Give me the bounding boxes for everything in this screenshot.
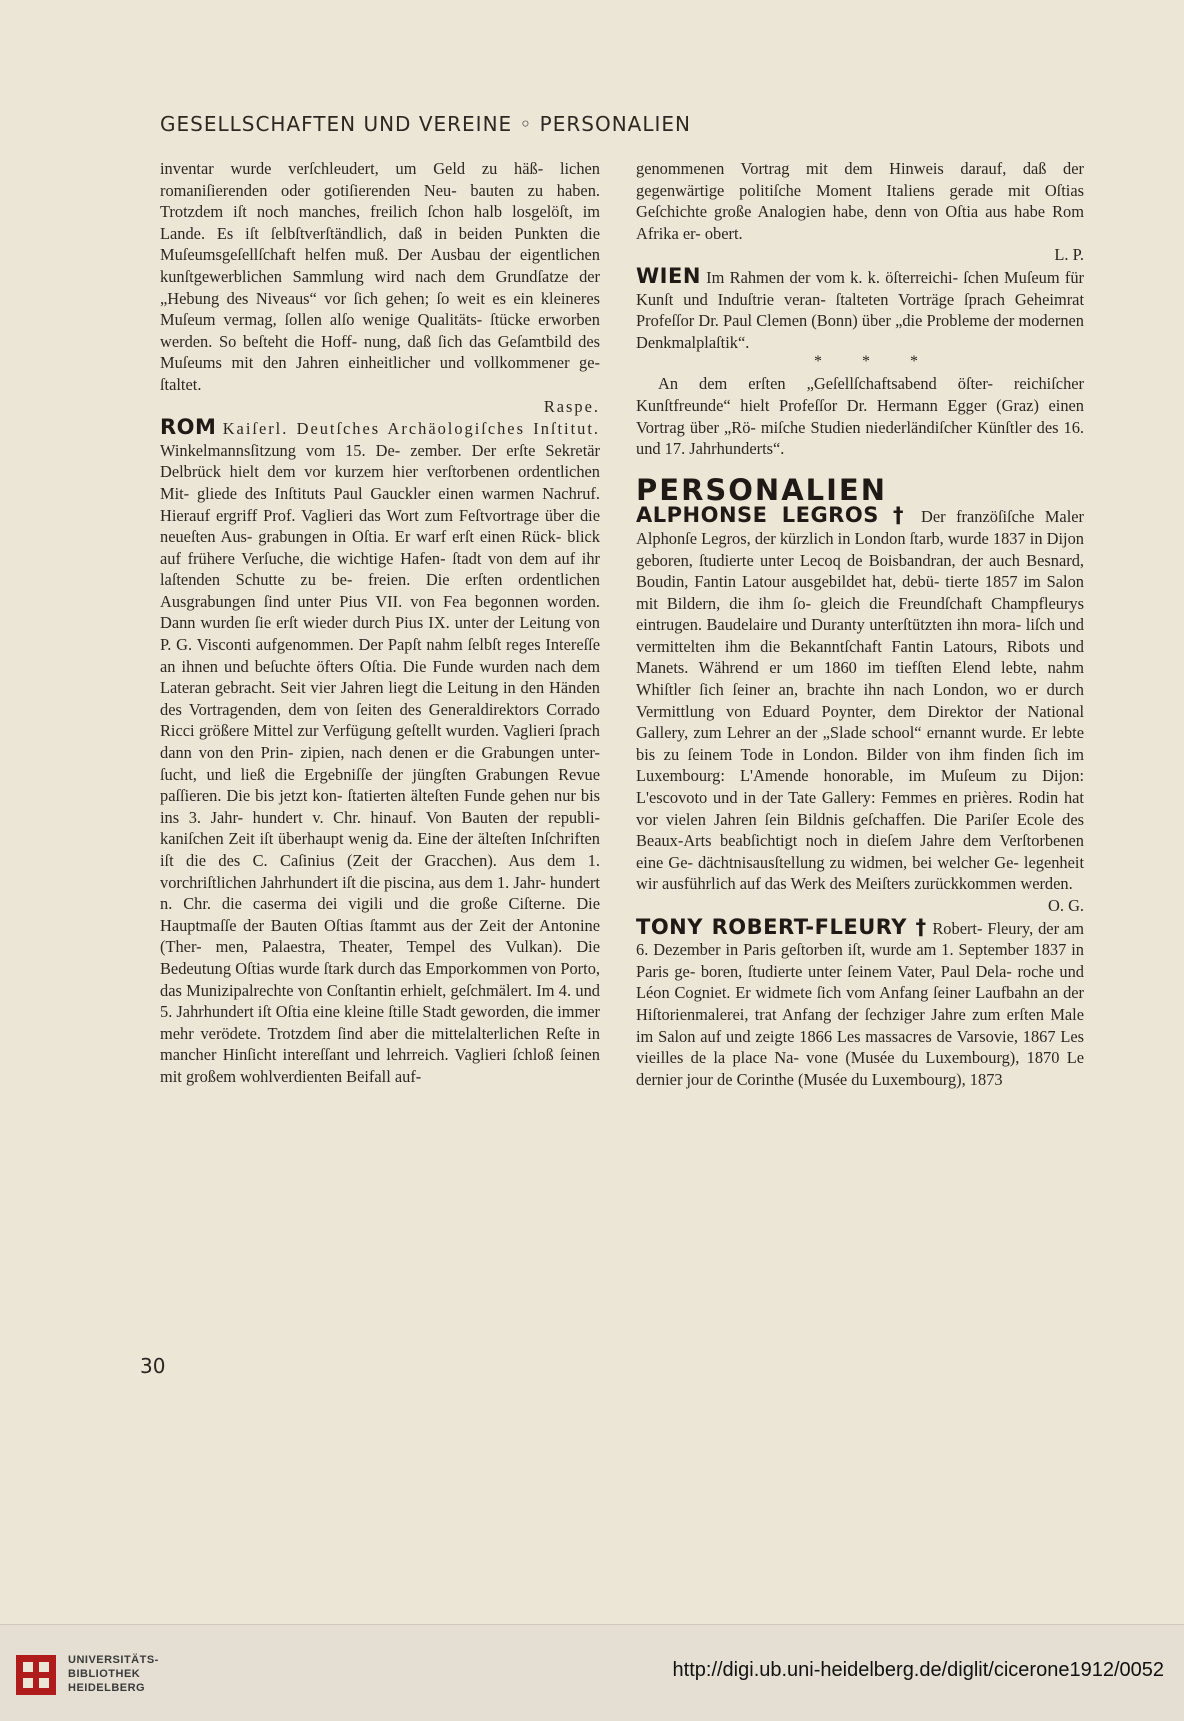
- library-logo-icon: [14, 1653, 58, 1697]
- left-column: [160, 158, 600, 1088]
- right-column: [636, 158, 1084, 1090]
- footer-bar: [0, 1624, 1184, 1721]
- rom-keyword: ROM: [160, 415, 217, 440]
- left-paragraph-1: inventar wurde verſchleudert, um Geld zu häß- lichen romaniſierenden oder gotiſierenden Neu- bauten zu haben. Trotzdem iſt noch manches, freilich ſchon halb losgelöſt, im Lande. Es iſt ſelbſtverſtändlich, daß in beiden Punkten die Muſeumsgeſellſchaft helfen muß. Der Ausbau der eigentlichen kunſtgewerblichen Sammlung wird nach dem Grundſatze der „Hebung des Niveaus“ vor ſich gehen; ſo weit es ein kleineres Muſeum vermag, ſollen alſo wenige Qualitäts- ſtücke erworben werden. So beſteht die Hoff- nung, daß ſich das Geſamtbild des Muſeums mit den Jahren einheitlicher und vollkommener ge- ſtaltet.: [160, 159, 600, 394]
- rom-text: Winkelmannsſitzung vom 15. De- zember. Der erſte Sekretär Delbrück hielt dem vor kurzem hier verſtorbenen ordentlichen Mit- gliede des Inſtituts Paul Gauckler einen warmen Nachruf. Hierauf ergriff Prof. Vaglieri das Wort zum Feſtvortrage über die neueſten Aus- grabungen in Oſtia. Er warf erſt einen Rück- blick auf frühere Verſuche, die wichtige Hafen- ſtadt von dem auf ihr laſtenden Schutte zu be- freien. Die erſten ordentlichen Ausgrabungen ſind unter Pius VII. von Fea begonnen worden. Dann wurden ſie erſt wieder durch Pius IX. unter der Leitung von P. G. Visconti aufgenommen. Der Papſt nahm ſelbſt reges Intereſſe an ihnen und beſuchte öfters Oſtia. Die Funde wurden nach dem Lateran gebracht. Seit vier Jahren liegt die Leitung in den Händen des Vortragenden, dem von ſeiten des Generaldirektors Corrado Ricci größere Mittel zur Verfügung geſtellt wurden. Vaglieri ſprach dann von den Prin- zipien, nach denen er die Grabungen unter- ſucht, und ließ die Ergebniſſe der jüngſten Grabungen Revue paſſieren. Die bis jetzt kon- ſtatierten älteſten Funde gehen nur bis ins 3. Jahr- hundert v. Chr. hinauf. Von Bauten der republi- kaniſchen Zeit iſt überhaupt wenig da. Eine der älteſten Inſchriften iſt die des C. Caſinius (Zeit der Gracchen). Aus dem 1. vorchriſtlichen Jahrhundert iſt die piscina, aus dem 1. Jahr- hundert n. Chr. die caserma dei vigili und die große Ciſterne. Die Hauptmaſſe der Bauten Oſtias ſtammt aus der Zeit der Antonine (Ther- men, Palaestra, Theater, Tempel des Vulkan). Die Bedeutung Oſtias wurde ſtark durch das Emporkommen von Porto, das Munizipalrechte von Conſtantin erhielt, geſchmälert. Im 4. und 5. Jahrhundert iſt Oſtia eine kleine ſtille Stadt geworden, die immer mehr verödete. Trotzdem ſind aber die mittelalterlichen Reſte in mancher Hinſicht intereſſant und lehrreich. Vaglieri ſchloß ſeinen mit großem wohlverdienten Beifall auf-: [160, 440, 600, 1086]
- legros-section: [636, 505, 1084, 895]
- library-name: [68, 1653, 159, 1695]
- library-line-3: HEIDELBERG: [68, 1682, 146, 1694]
- signature-lp: L. P.: [1054, 245, 1084, 265]
- fleury-text: Robert- Fleury, der am 6. Dezember in Paris geſtorben iſt, wurde am 1. September 1837 in Paris ge- boren, ſtudierte unter ſeinem Vater, Paul Dela- roche und Léon Cogniet. Er widmete ſich vom Anfang ſeiner Laufbahn an der Hiſtorienmalerei, trat Anfang der ſechziger Jahre zum erſten Male im Salon auf und zeigte 1866 Les massacres de Varsovie, 1867 Les vieilles de la place Na- vone (Musée du Luxembourg), 1870 Le dernier jour de Corinthe (Musée du Luxembourg), 1873: [636, 918, 1084, 1089]
- right-paragraph-1: genommenen Vortrag mit dem Hinweis darauf, daß der gegenwärtige politiſche Moment Italiens gerade mit Oſtias Geſchichte große Analogien habe, denn von Oſtia aus habe Rom Afrika er- obert.: [636, 159, 1084, 243]
- wien-text: Im Rahmen der vom k. k. öſterreichi- ſchen Muſeum für Kunſt und Induſtrie veran- ſtalteten Vorträge ſprach Geheimrat Profeſſor Dr. Paul Clemen (Bonn) über „die Probleme der modernen Denkmalplaſtik“.: [636, 267, 1084, 352]
- fleury-keyword: TONY ROBERT-FLEURY †: [636, 914, 928, 939]
- rom-section: [160, 417, 600, 1087]
- rom-institute: Kaiſerl. Deutſches Archäologiſches Inſtitut.: [222, 419, 600, 439]
- wien-text-2: An dem erſten „Geſellſchaftsabend öſter- reichiſcher Kunſtfreunde“ hielt Profeſſor Dr. Hermann Egger (Graz) einen Vortrag über „Rö- miſche Studien niederländiſcher Künſtler des 16. und 17. Jahrhunderts“.: [636, 374, 1084, 459]
- fleury-section: [636, 914, 1084, 1091]
- personalien-heading: PERSONALIEN: [636, 472, 887, 507]
- section-stars: * * *: [814, 353, 936, 371]
- signature-og: O. G.: [1048, 896, 1084, 915]
- page-number: 30: [140, 1354, 166, 1378]
- wien-section: [636, 263, 1084, 353]
- source-url-link[interactable]: http://digi.ub.uni-heidelberg.de/diglit/cicerone1912/0052: [672, 1659, 1164, 1681]
- running-title: GESELLSCHAFTEN UND VEREINE ◦ PERSONALIEN: [160, 112, 691, 136]
- library-line-1: UNIVERSITÄTS-: [68, 1654, 159, 1666]
- legros-text: Der franzöſiſche Maler Alphonſe Legros, der kürzlich in London ſtarb, wurde 1837 in Dijon geboren, ſtudierte unter Lecoq de Boisbandran, der auch Besnard, Boudin, Fantin Latour ausgebildet hat, debü- tierte 1857 im Salon mit Bildern, die ihm ſo- gleich die Freundſchaft Champfleurys eintrugen. Baudelaire und Duranty unterſtützten ihn mora- liſch und vermittelten ihm die Bekanntſchaft Fantin Latours, Ribots und Manets. Während er um 1860 im tiefſten Elend lebte, nahm Whiſtler ſich ſeiner an, brachte ihn nach London, wo er durch Vermittlung von Eduard Poynter, dem Direktor der National Gallery, zum Lehrer an der „Slade school“ ernannt wurde. Er lebte bis zu ſeinem Tode in London. Bilder von ihm finden ſich im Luxembourg: L'Amende honorable, im Muſeum zu Dijon: L'escovoto und in der Tate Gallery: Femmes en prières. Rodin hat vor vielen Jahren ſein Bildnis geſchaffen. Die Pariſer Ecole des Beaux-Arts beabſichtigt noch in dieſem Jahre dem Verſtorbenen eine Ge- dächtnisausſtellung zu widmen, bei welcher Ge- legenheit wir ausführlich auf das Werk des Meiſters zurückkommen werden.: [636, 507, 1084, 894]
- wien-keyword: WIEN: [636, 263, 701, 288]
- signature-raspe: Raspe.: [543, 396, 600, 416]
- library-line-2: BIBLIOTHEK: [68, 1668, 141, 1680]
- legros-keyword: ALPHONSE LEGROS †: [636, 503, 911, 528]
